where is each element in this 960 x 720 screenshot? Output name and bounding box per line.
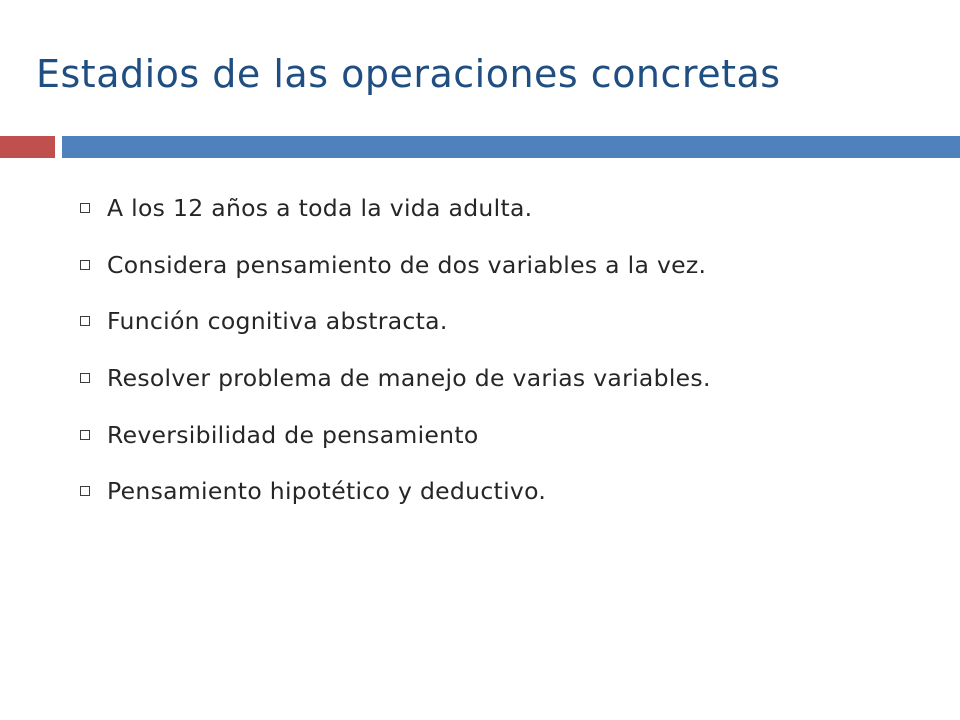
bullet-text: Resolver problema de manejo de varias variables. bbox=[107, 364, 711, 393]
bullet-item bbox=[80, 293, 711, 350]
square-bullet-icon bbox=[80, 373, 90, 383]
accent-bar-red bbox=[0, 136, 55, 158]
accent-bar-blue bbox=[62, 136, 960, 158]
square-bullet-icon bbox=[80, 430, 90, 440]
bullet-list bbox=[80, 180, 711, 520]
bullet-item bbox=[80, 350, 711, 407]
bullet-text: Función cognitiva abstracta. bbox=[107, 307, 448, 336]
square-bullet-icon bbox=[80, 316, 90, 326]
square-bullet-icon bbox=[80, 203, 90, 213]
square-bullet-icon bbox=[80, 486, 90, 496]
bullet-text: Considera pensamiento de dos variables a la vez. bbox=[107, 250, 707, 279]
bullet-item bbox=[80, 406, 711, 463]
bullet-item bbox=[80, 180, 711, 237]
bullet-item bbox=[80, 237, 711, 294]
bullet-text: Reversibilidad de pensamiento bbox=[107, 420, 479, 449]
bullet-text: Pensamiento hipotético y deductivo. bbox=[107, 477, 547, 506]
slide-title: Estadios de las operaciones concretas bbox=[36, 52, 781, 96]
bullet-item bbox=[80, 463, 711, 520]
bullet-text: A los 12 años a toda la vida adulta. bbox=[107, 194, 533, 223]
square-bullet-icon bbox=[80, 260, 90, 270]
